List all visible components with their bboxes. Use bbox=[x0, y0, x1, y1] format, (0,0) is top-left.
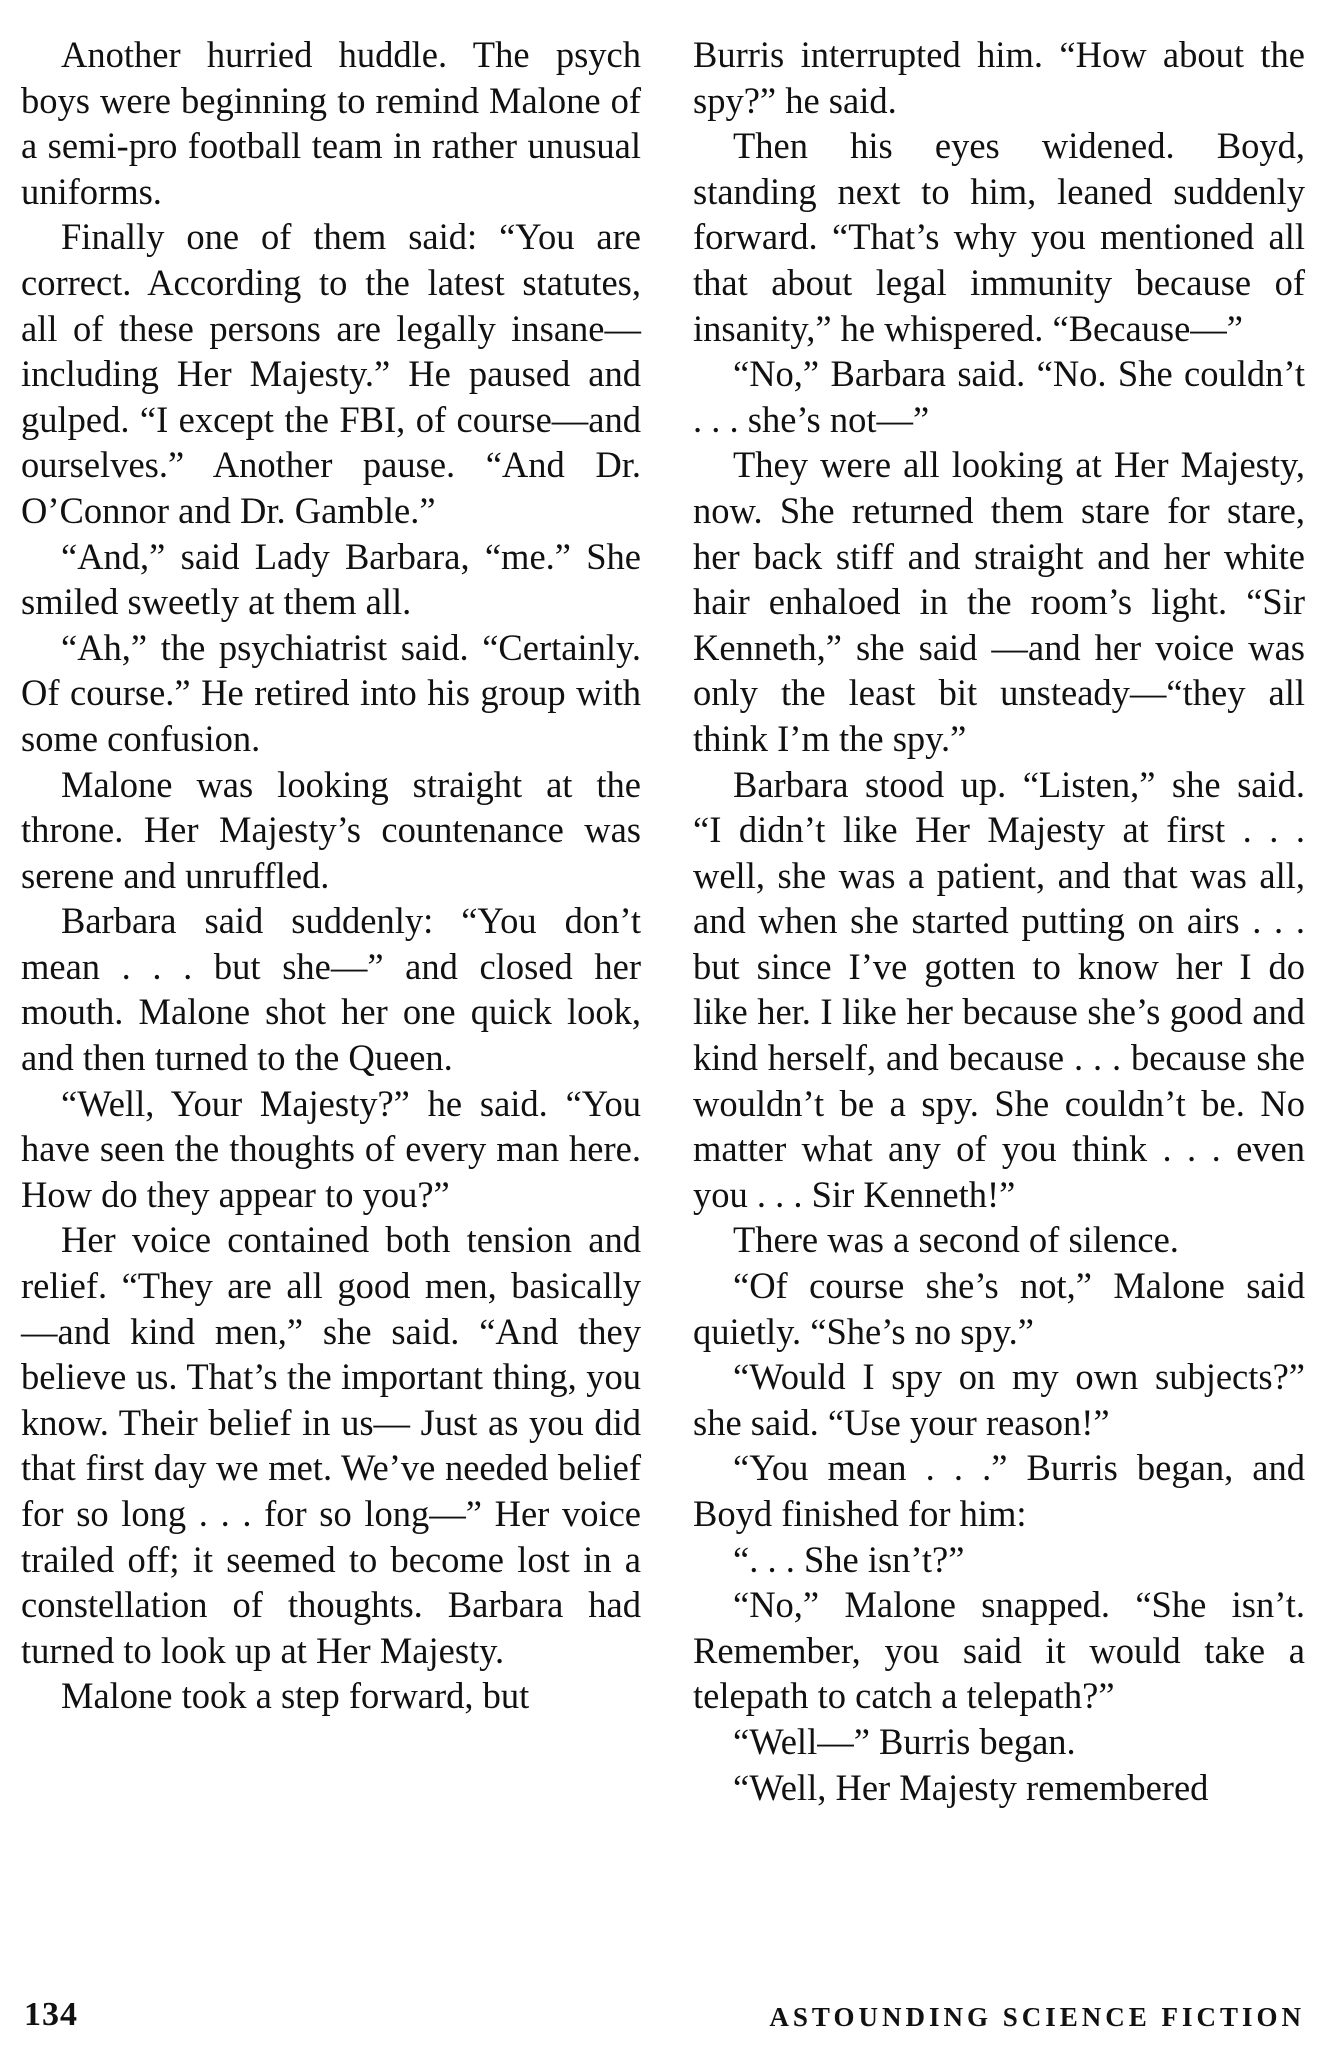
paragraph: Her voice contained both tension and relief. “They are all good men, basically—and kind men,” she said. “And they believe us. That’s the important thing, you know. Their belief in us— Just as you did that first day we met. We’ve needed belief for so long . . . for so long—” Her voice trailed off; it seemed to become lost in a constellation of thoughts. Barbara had turned to look up at Her Majesty. bbox=[21, 1219, 641, 1671]
paragraph: “Ah,” the psychiatrist said. “Certainly. Of course.” He retired into his group with some confusion. bbox=[21, 626, 641, 759]
paragraph: “. . . She isn’t?” bbox=[733, 1538, 965, 1580]
paragraph: Another hurried huddle. The psych boys were beginning to remind Malone of a semi-pro football team in rather unusual uniforms. bbox=[21, 34, 641, 212]
paragraph: Burris interrupted him. “How about the spy?” he said. bbox=[693, 34, 1305, 121]
paragraph: Malone took a step forward, but bbox=[61, 1675, 530, 1717]
paragraph: “And,” said Lady Barbara, “me.” She smiled sweetly at them all. bbox=[21, 535, 641, 623]
paragraph: “Well—” Burris began. bbox=[733, 1720, 1076, 1762]
paragraph: “Well, Your Majesty?” he said. “You have seen the thoughts of every man here. How do they appear to you?” bbox=[21, 1082, 641, 1215]
paragraph: Then his eyes widened. Boyd, standing next to him, leaned suddenly forward. “That’s why you mentioned all that about legal immunity because of insanity,” he whispered. “Because—” bbox=[693, 125, 1305, 349]
paragraph: There was a second of silence. bbox=[733, 1219, 1179, 1261]
paragraph: Barbara said suddenly: “You don’t mean . . . but she—” and closed her mouth. Malone shot her one quick look, and then turned to the Queen. bbox=[21, 900, 641, 1079]
page-number: 134 bbox=[24, 1996, 78, 2033]
paragraph: Malone was looking straight at the throne. Her Majesty’s countenance was serene and unruffled. bbox=[21, 763, 641, 896]
paragraph: “Of course she’s not,” Malone said quietly. “She’s no spy.” bbox=[693, 1265, 1305, 1352]
paragraph: “Well, Her Majesty remembered bbox=[733, 1766, 1209, 1808]
running-footer-title: ASTOUNDING SCIENCE FICTION bbox=[769, 2002, 1305, 2032]
paragraph: “Would I spy on my own subjects?” she said. “Use your reason!” bbox=[693, 1356, 1305, 1443]
paragraph: “You mean . . .” Burris began, and Boyd finished for him: bbox=[693, 1447, 1305, 1534]
paragraph: They were all looking at Her Majesty, now. She returned them stare for stare, her back stiff and straight and her white hair enhaloed in the room’s light. “Sir Kenneth,” she said —and her voice was only the least bit unsteady—“they all think I’m the spy.” bbox=[693, 444, 1305, 759]
paragraph: Finally one of them said: “You are correct. According to the latest statutes, all of these persons are legally insane—including Her Majesty.” He paused and gulped. “I except the FBI, of course—and ourselves.” Another pause. “And Dr. O’Connor and Dr. Gamble.” bbox=[21, 216, 641, 531]
left-text-column bbox=[21, 32, 641, 1719]
paragraph: “No,” Malone snapped. “She isn’t. Remember, you said it would take a telepath to catch a telepath?” bbox=[693, 1584, 1305, 1717]
right-text-column bbox=[693, 32, 1305, 1810]
paragraph: Barbara stood up. “Listen,” she said. “I didn’t like Her Majesty at first . . . well, she was a patient, and that was all, and when she started putting on airs . . . but since I’ve gotten to know her I do like her. I like her because she’s good and kind herself, and because . . . because she wouldn’t be a spy. She couldn’t be. No matter what any of you think . . . even you . . . Sir Kenneth!” bbox=[693, 763, 1305, 1215]
paragraph: “No,” Barbara said. “No. She couldn’t . . . she’s not—” bbox=[693, 353, 1305, 440]
